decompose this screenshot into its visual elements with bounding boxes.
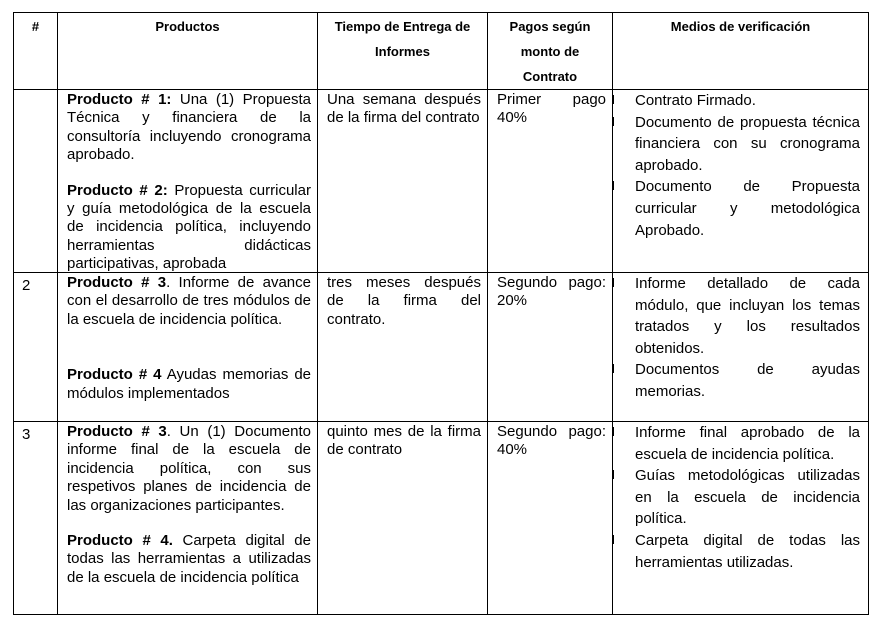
delivery-cell: quinto mes de la firma de contrato — [318, 422, 488, 615]
product-item — [67, 423, 311, 515]
product-item — [67, 274, 311, 329]
product-label: Producto # 1: — [67, 91, 172, 108]
row-number — [14, 90, 58, 273]
header-verification: Medios de verificación — [613, 13, 869, 90]
verification-cell — [613, 90, 869, 273]
verification-cell — [613, 422, 869, 615]
product-text: Ayudas memorias de módulos implementados — [67, 366, 311, 402]
header-payments: Pagos según monto de Contrato — [488, 13, 613, 90]
row-number: 3 — [14, 422, 58, 615]
verification-list — [613, 90, 868, 241]
header-num: # — [14, 13, 58, 90]
deliverables-table — [13, 12, 869, 615]
table-row — [14, 90, 869, 273]
product-text: Propuesta curricular y guía metodológica de la escuela de incidencia política, incluyendo herramientas didácticas participativas, aprobada — [67, 181, 311, 272]
product-label: Producto # 3 — [67, 423, 167, 440]
product-item — [67, 366, 311, 403]
product-text: Carpeta digital de todas las herramientas a utilizadas de la escuela de incidencia política — [67, 532, 311, 586]
verification-cell — [613, 273, 869, 422]
header-products: Productos — [58, 13, 318, 90]
product-item — [67, 532, 311, 587]
verification-list — [613, 422, 868, 573]
row-number: 2 — [14, 273, 58, 422]
product-label: Producto # 2: — [67, 181, 168, 199]
product-item — [67, 91, 311, 165]
header-row — [14, 13, 869, 90]
verification-item: Documento de Propuesta curricular y metodológica Aprobado. — [613, 176, 860, 241]
payment-cell: Segundo pago: 20% — [488, 273, 613, 422]
verification-item: Informe final aprobado de la escuela de incidencia política. — [613, 422, 860, 465]
verification-item: Documentos de ayudas memorias. — [613, 359, 860, 402]
verification-list — [613, 273, 868, 403]
product-text: Una (1) Propuesta Técnica y financiera de la consultoría incluyendo cronograma aprobado. — [67, 91, 311, 164]
verification-item: Informe detallado de cada módulo, que incluyan los temas tratados y los resultados obtenidos. — [613, 273, 860, 359]
payment-cell: Segundo pago: 40% — [488, 422, 613, 615]
verification-item: Contrato Firmado. — [613, 90, 860, 112]
verification-item: Documento de propuesta técnica financiera con su cronograma aprobado. — [613, 112, 860, 177]
product-label: Producto # 4. — [67, 532, 173, 550]
delivery-cell: Una semana después de la firma del contrato — [318, 90, 488, 273]
verification-item: Guías metodológicas utilizadas en la escuela de incidencia política. — [613, 465, 860, 530]
header-delivery: Tiempo de Entrega de Informes — [318, 13, 488, 90]
products-cell — [58, 90, 318, 273]
table-row — [14, 273, 869, 422]
product-label: Producto # 4 — [67, 366, 162, 384]
table-row — [14, 422, 869, 615]
products-cell — [58, 273, 318, 422]
delivery-cell: tres meses después de la firma del contrato. — [318, 273, 488, 422]
payment-cell: Primer pago 40% — [488, 90, 613, 273]
product-text: . Un (1) Documento informe final de la escuela de incidencia política, con sus respetivos planes de incidencia de las organizaciones participantes. — [67, 423, 311, 514]
products-cell — [58, 422, 318, 615]
product-text: . Informe de avance con el desarrollo de tres módulos de la escuela de incidencia política. — [67, 274, 311, 328]
product-label: Producto # 3 — [67, 274, 167, 291]
verification-item: Carpeta digital de todas las herramientas utilizadas. — [613, 530, 860, 573]
product-item — [67, 182, 311, 272]
